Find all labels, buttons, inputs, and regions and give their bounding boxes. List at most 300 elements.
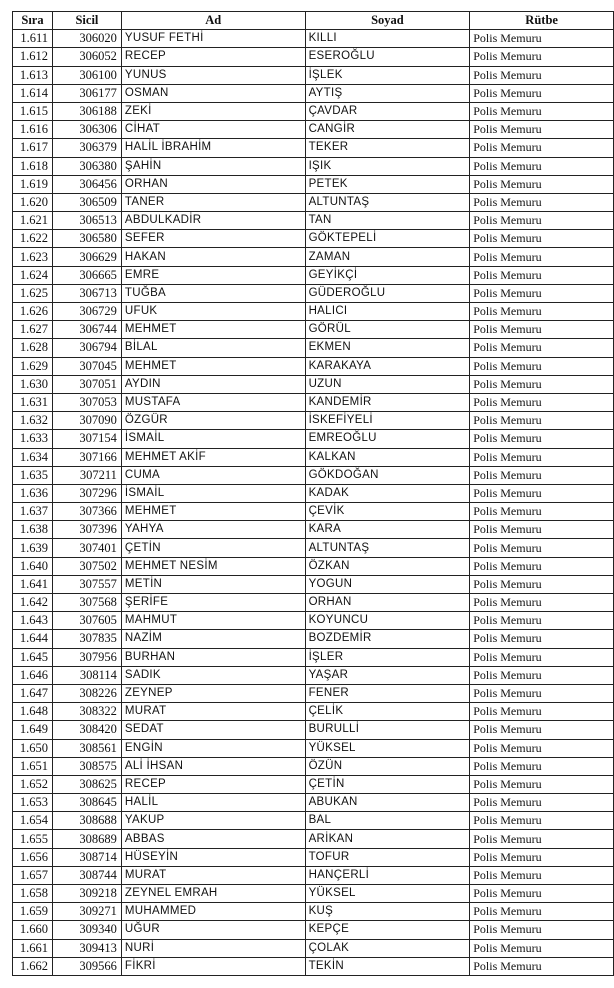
cell-sicil: 306177 — [52, 84, 121, 102]
cell-sira: 1.633 — [13, 430, 53, 448]
cell-sira: 1.650 — [13, 739, 53, 757]
cell-rutbe: Polis Memuru — [470, 703, 614, 721]
cell-soyad: IŞIK — [305, 157, 470, 175]
cell-rutbe: Polis Memuru — [470, 684, 614, 702]
cell-ad: YUSUF FETHİ — [121, 30, 305, 48]
cell-rutbe: Polis Memuru — [470, 575, 614, 593]
table-row — [13, 721, 614, 739]
table-row — [13, 775, 614, 793]
cell-rutbe: Polis Memuru — [470, 212, 614, 230]
cell-soyad: PETEK — [305, 175, 470, 193]
cell-sicil: 308688 — [52, 812, 121, 830]
cell-soyad: İSKEFİYELİ — [305, 412, 470, 430]
cell-soyad: KADAK — [305, 484, 470, 502]
cell-soyad: İŞLER — [305, 648, 470, 666]
cell-soyad: TEKİN — [305, 957, 470, 975]
cell-rutbe: Polis Memuru — [470, 794, 614, 812]
cell-ad: ÇETİN — [121, 539, 305, 557]
cell-ad: CUMA — [121, 466, 305, 484]
cell-rutbe: Polis Memuru — [470, 412, 614, 430]
cell-soyad: BAL — [305, 812, 470, 830]
cell-soyad: YOGUN — [305, 575, 470, 593]
cell-sicil: 306629 — [52, 248, 121, 266]
cell-sira: 1.626 — [13, 303, 53, 321]
cell-soyad: CANGİR — [305, 121, 470, 139]
cell-sira: 1.643 — [13, 612, 53, 630]
cell-sira: 1.625 — [13, 284, 53, 302]
cell-sira: 1.612 — [13, 48, 53, 66]
table-row — [13, 939, 614, 957]
cell-soyad: ABUKAN — [305, 794, 470, 812]
personnel-table — [12, 11, 614, 976]
cell-sicil: 307605 — [52, 612, 121, 630]
cell-rutbe: Polis Memuru — [470, 357, 614, 375]
cell-soyad: ÇOLAK — [305, 939, 470, 957]
cell-sira: 1.654 — [13, 812, 53, 830]
cell-ad: YAKUP — [121, 812, 305, 830]
cell-sira: 1.652 — [13, 775, 53, 793]
cell-rutbe: Polis Memuru — [470, 903, 614, 921]
cell-soyad: ZAMAN — [305, 248, 470, 266]
table-row — [13, 48, 614, 66]
cell-rutbe: Polis Memuru — [470, 957, 614, 975]
cell-ad: YAHYA — [121, 521, 305, 539]
cell-rutbe: Polis Memuru — [470, 284, 614, 302]
cell-sira: 1.614 — [13, 84, 53, 102]
table-row — [13, 321, 614, 339]
cell-soyad: ALTUNTAŞ — [305, 539, 470, 557]
cell-sira: 1.618 — [13, 157, 53, 175]
cell-sira: 1.631 — [13, 393, 53, 411]
table-row — [13, 539, 614, 557]
cell-rutbe: Polis Memuru — [470, 939, 614, 957]
cell-ad: UĞUR — [121, 921, 305, 939]
cell-rutbe: Polis Memuru — [470, 775, 614, 793]
table-row — [13, 84, 614, 102]
cell-rutbe: Polis Memuru — [470, 921, 614, 939]
cell-sicil: 306513 — [52, 212, 121, 230]
cell-soyad: YÜKSEL — [305, 739, 470, 757]
table-row — [13, 193, 614, 211]
cell-ad: YUNUS — [121, 66, 305, 84]
cell-soyad: ÇEVİK — [305, 503, 470, 521]
table-row — [13, 794, 614, 812]
cell-sicil: 307366 — [52, 503, 121, 521]
cell-ad: HAKAN — [121, 248, 305, 266]
cell-sicil: 306665 — [52, 266, 121, 284]
cell-soyad: KEPÇE — [305, 921, 470, 939]
cell-soyad: ÖZÜN — [305, 757, 470, 775]
cell-soyad: EMREOĞLU — [305, 430, 470, 448]
cell-rutbe: Polis Memuru — [470, 375, 614, 393]
cell-sira: 1.649 — [13, 721, 53, 739]
cell-ad: MEHMET — [121, 503, 305, 521]
cell-ad: MEHMET — [121, 321, 305, 339]
cell-sicil: 307166 — [52, 448, 121, 466]
table-row — [13, 430, 614, 448]
cell-ad: HALİL — [121, 794, 305, 812]
cell-rutbe: Polis Memuru — [470, 812, 614, 830]
table-row — [13, 339, 614, 357]
cell-sira: 1.647 — [13, 684, 53, 702]
cell-ad: BURHAN — [121, 648, 305, 666]
cell-rutbe: Polis Memuru — [470, 139, 614, 157]
cell-sicil: 307396 — [52, 521, 121, 539]
cell-soyad: ESEROĞLU — [305, 48, 470, 66]
cell-rutbe: Polis Memuru — [470, 157, 614, 175]
column-header-soyad: Soyad — [305, 12, 470, 30]
cell-sicil: 306713 — [52, 284, 121, 302]
table-row — [13, 848, 614, 866]
cell-sicil: 306744 — [52, 321, 121, 339]
cell-sira: 1.623 — [13, 248, 53, 266]
cell-ad: SEDAT — [121, 721, 305, 739]
header-row — [13, 12, 614, 30]
cell-sira: 1.629 — [13, 357, 53, 375]
cell-ad: ABBAS — [121, 830, 305, 848]
cell-rutbe: Polis Memuru — [470, 521, 614, 539]
cell-rutbe: Polis Memuru — [470, 175, 614, 193]
cell-sira: 1.638 — [13, 521, 53, 539]
cell-sicil: 308561 — [52, 739, 121, 757]
cell-ad: FİKRİ — [121, 957, 305, 975]
cell-ad: METİN — [121, 575, 305, 593]
cell-sicil: 307296 — [52, 484, 121, 502]
table-row — [13, 594, 614, 612]
cell-soyad: ARİKAN — [305, 830, 470, 848]
cell-sicil: 307154 — [52, 430, 121, 448]
cell-soyad: KOYUNCU — [305, 612, 470, 630]
cell-soyad: FENER — [305, 684, 470, 702]
cell-sicil: 306020 — [52, 30, 121, 48]
table-row — [13, 957, 614, 975]
cell-sicil: 306580 — [52, 230, 121, 248]
cell-sicil: 306794 — [52, 339, 121, 357]
cell-sira: 1.617 — [13, 139, 53, 157]
cell-sira: 1.636 — [13, 484, 53, 502]
cell-sicil: 309413 — [52, 939, 121, 957]
cell-soyad: BURULLİ — [305, 721, 470, 739]
cell-soyad: KANDEMİR — [305, 393, 470, 411]
cell-sicil: 306380 — [52, 157, 121, 175]
cell-sicil: 306052 — [52, 48, 121, 66]
cell-soyad: GÖKTEPELİ — [305, 230, 470, 248]
cell-sira: 1.640 — [13, 557, 53, 575]
cell-rutbe: Polis Memuru — [470, 430, 614, 448]
table-row — [13, 102, 614, 120]
cell-rutbe: Polis Memuru — [470, 594, 614, 612]
cell-ad: BİLAL — [121, 339, 305, 357]
table-row — [13, 248, 614, 266]
cell-sira: 1.621 — [13, 212, 53, 230]
cell-rutbe: Polis Memuru — [470, 230, 614, 248]
cell-sicil: 308420 — [52, 721, 121, 739]
cell-sicil: 307568 — [52, 594, 121, 612]
cell-sira: 1.634 — [13, 448, 53, 466]
table-row — [13, 121, 614, 139]
cell-sira: 1.639 — [13, 539, 53, 557]
cell-ad: MEHMET — [121, 357, 305, 375]
cell-sicil: 308322 — [52, 703, 121, 721]
cell-soyad: ÇELİK — [305, 703, 470, 721]
cell-sicil: 308575 — [52, 757, 121, 775]
cell-sicil: 308226 — [52, 684, 121, 702]
cell-rutbe: Polis Memuru — [470, 393, 614, 411]
cell-sicil: 307401 — [52, 539, 121, 557]
cell-sicil: 308689 — [52, 830, 121, 848]
cell-sira: 1.645 — [13, 648, 53, 666]
cell-ad: MURAT — [121, 703, 305, 721]
cell-rutbe: Polis Memuru — [470, 539, 614, 557]
cell-ad: ZEYNEP — [121, 684, 305, 702]
table-row — [13, 521, 614, 539]
cell-sira: 1.611 — [13, 30, 53, 48]
cell-sira: 1.662 — [13, 957, 53, 975]
cell-soyad: ALTUNTAŞ — [305, 193, 470, 211]
cell-soyad: KUŞ — [305, 903, 470, 921]
cell-ad: İSMAİL — [121, 430, 305, 448]
cell-ad: ŞAHİN — [121, 157, 305, 175]
cell-rutbe: Polis Memuru — [470, 66, 614, 84]
cell-ad: RECEP — [121, 775, 305, 793]
table-row — [13, 448, 614, 466]
cell-soyad: AYTIŞ — [305, 84, 470, 102]
cell-sira: 1.628 — [13, 339, 53, 357]
table-row — [13, 703, 614, 721]
table-row — [13, 739, 614, 757]
cell-sicil: 307502 — [52, 557, 121, 575]
cell-ad: TANER — [121, 193, 305, 211]
cell-sira: 1.615 — [13, 102, 53, 120]
cell-ad: ZEKİ — [121, 102, 305, 120]
cell-rutbe: Polis Memuru — [470, 557, 614, 575]
cell-ad: ALİ İHSAN — [121, 757, 305, 775]
table-row — [13, 284, 614, 302]
cell-rutbe: Polis Memuru — [470, 885, 614, 903]
table-row — [13, 412, 614, 430]
cell-sicil: 309271 — [52, 903, 121, 921]
cell-rutbe: Polis Memuru — [470, 84, 614, 102]
table-row — [13, 921, 614, 939]
cell-sira: 1.644 — [13, 630, 53, 648]
cell-ad: MUSTAFA — [121, 393, 305, 411]
cell-sira: 1.624 — [13, 266, 53, 284]
cell-soyad: KARAKAYA — [305, 357, 470, 375]
cell-soyad: UZUN — [305, 375, 470, 393]
cell-soyad: BOZDEMİR — [305, 630, 470, 648]
cell-soyad: HANÇERLİ — [305, 866, 470, 884]
cell-rutbe: Polis Memuru — [470, 466, 614, 484]
cell-ad: HÜSEYİN — [121, 848, 305, 866]
column-header-rutbe: Rütbe — [470, 12, 614, 30]
cell-sira: 1.619 — [13, 175, 53, 193]
cell-rutbe: Polis Memuru — [470, 866, 614, 884]
cell-rutbe: Polis Memuru — [470, 666, 614, 684]
cell-sira: 1.646 — [13, 666, 53, 684]
cell-ad: İSMAİL — [121, 484, 305, 502]
cell-sicil: 309566 — [52, 957, 121, 975]
cell-ad: OSMAN — [121, 84, 305, 102]
cell-sira: 1.632 — [13, 412, 53, 430]
cell-sira: 1.656 — [13, 848, 53, 866]
cell-sira: 1.613 — [13, 66, 53, 84]
table-row — [13, 830, 614, 848]
cell-rutbe: Polis Memuru — [470, 48, 614, 66]
cell-ad: ENGİN — [121, 739, 305, 757]
cell-ad: EMRE — [121, 266, 305, 284]
cell-sicil: 309340 — [52, 921, 121, 939]
cell-soyad: KILLI — [305, 30, 470, 48]
cell-ad: ZEYNEL EMRAH — [121, 885, 305, 903]
cell-rutbe: Polis Memuru — [470, 193, 614, 211]
table-row — [13, 666, 614, 684]
cell-soyad: GEYİKÇİ — [305, 266, 470, 284]
cell-ad: MAHMUT — [121, 612, 305, 630]
cell-soyad: EKMEN — [305, 339, 470, 357]
cell-ad: TUĞBA — [121, 284, 305, 302]
table-row — [13, 375, 614, 393]
cell-sira: 1.635 — [13, 466, 53, 484]
cell-ad: MEHMET NESİM — [121, 557, 305, 575]
cell-sicil: 308625 — [52, 775, 121, 793]
table-row — [13, 812, 614, 830]
table-row — [13, 575, 614, 593]
cell-rutbe: Polis Memuru — [470, 339, 614, 357]
cell-sira: 1.653 — [13, 794, 53, 812]
cell-soyad: TEKER — [305, 139, 470, 157]
cell-rutbe: Polis Memuru — [470, 830, 614, 848]
cell-ad: MEHMET AKİF — [121, 448, 305, 466]
cell-rutbe: Polis Memuru — [470, 121, 614, 139]
cell-sira: 1.651 — [13, 757, 53, 775]
table-row — [13, 212, 614, 230]
cell-ad: NURİ — [121, 939, 305, 957]
cell-soyad: ÇETİN — [305, 775, 470, 793]
cell-rutbe: Polis Memuru — [470, 303, 614, 321]
table-row — [13, 612, 614, 630]
cell-sira: 1.648 — [13, 703, 53, 721]
table-row — [13, 266, 614, 284]
cell-soyad: TAN — [305, 212, 470, 230]
cell-sira: 1.642 — [13, 594, 53, 612]
cell-sira: 1.659 — [13, 903, 53, 921]
table-row — [13, 630, 614, 648]
cell-ad: HALİL İBRAHİM — [121, 139, 305, 157]
cell-rutbe: Polis Memuru — [470, 848, 614, 866]
cell-rutbe: Polis Memuru — [470, 448, 614, 466]
cell-rutbe: Polis Memuru — [470, 102, 614, 120]
cell-sicil: 307835 — [52, 630, 121, 648]
cell-sicil: 306379 — [52, 139, 121, 157]
cell-ad: MURAT — [121, 866, 305, 884]
cell-ad: SEFER — [121, 230, 305, 248]
table-row — [13, 757, 614, 775]
cell-sicil: 308744 — [52, 866, 121, 884]
cell-sira: 1.622 — [13, 230, 53, 248]
cell-sira: 1.620 — [13, 193, 53, 211]
table-row — [13, 684, 614, 702]
table-row — [13, 175, 614, 193]
cell-rutbe: Polis Memuru — [470, 648, 614, 666]
cell-sicil: 307956 — [52, 648, 121, 666]
cell-soyad: ORHAN — [305, 594, 470, 612]
cell-rutbe: Polis Memuru — [470, 484, 614, 502]
cell-soyad: ÖZKAN — [305, 557, 470, 575]
table-row — [13, 866, 614, 884]
cell-soyad: GÖRÜL — [305, 321, 470, 339]
cell-ad: CİHAT — [121, 121, 305, 139]
table-row — [13, 648, 614, 666]
cell-ad: SADIK — [121, 666, 305, 684]
cell-rutbe: Polis Memuru — [470, 739, 614, 757]
cell-soyad: TOFUR — [305, 848, 470, 866]
cell-sira: 1.641 — [13, 575, 53, 593]
table-row — [13, 66, 614, 84]
cell-sicil: 306100 — [52, 66, 121, 84]
cell-sira: 1.660 — [13, 921, 53, 939]
cell-sira: 1.661 — [13, 939, 53, 957]
cell-ad: ABDULKADİR — [121, 212, 305, 230]
cell-sira: 1.627 — [13, 321, 53, 339]
table-row — [13, 557, 614, 575]
cell-sicil: 306729 — [52, 303, 121, 321]
cell-ad: ÖZGÜR — [121, 412, 305, 430]
cell-rutbe: Polis Memuru — [470, 266, 614, 284]
table-row — [13, 230, 614, 248]
table-row — [13, 484, 614, 502]
cell-sicil: 307051 — [52, 375, 121, 393]
cell-rutbe: Polis Memuru — [470, 630, 614, 648]
table-row — [13, 393, 614, 411]
cell-ad: MUHAMMED — [121, 903, 305, 921]
cell-rutbe: Polis Memuru — [470, 721, 614, 739]
table-row — [13, 30, 614, 48]
cell-ad: ORHAN — [121, 175, 305, 193]
cell-soyad: GÜDEROĞLU — [305, 284, 470, 302]
cell-sicil: 306456 — [52, 175, 121, 193]
cell-rutbe: Polis Memuru — [470, 321, 614, 339]
cell-rutbe: Polis Memuru — [470, 757, 614, 775]
cell-ad: AYDIN — [121, 375, 305, 393]
cell-ad: NAZİM — [121, 630, 305, 648]
cell-sicil: 307045 — [52, 357, 121, 375]
cell-rutbe: Polis Memuru — [470, 612, 614, 630]
column-header-sicil: Sicil — [52, 12, 121, 30]
cell-soyad: GÖKDOĞAN — [305, 466, 470, 484]
cell-sicil: 306306 — [52, 121, 121, 139]
cell-sicil: 306509 — [52, 193, 121, 211]
cell-rutbe: Polis Memuru — [470, 503, 614, 521]
cell-sira: 1.655 — [13, 830, 53, 848]
cell-sicil: 308645 — [52, 794, 121, 812]
cell-ad: UFUK — [121, 303, 305, 321]
table-row — [13, 157, 614, 175]
cell-sira: 1.616 — [13, 121, 53, 139]
cell-sicil: 307090 — [52, 412, 121, 430]
cell-ad: ŞERİFE — [121, 594, 305, 612]
table-row — [13, 903, 614, 921]
cell-soyad: HALICI — [305, 303, 470, 321]
cell-rutbe: Polis Memuru — [470, 30, 614, 48]
cell-sicil: 307211 — [52, 466, 121, 484]
cell-ad: RECEP — [121, 48, 305, 66]
cell-sicil: 306188 — [52, 102, 121, 120]
cell-sicil: 308714 — [52, 848, 121, 866]
cell-sicil: 308114 — [52, 666, 121, 684]
table-row — [13, 885, 614, 903]
cell-sira: 1.630 — [13, 375, 53, 393]
cell-sira: 1.658 — [13, 885, 53, 903]
